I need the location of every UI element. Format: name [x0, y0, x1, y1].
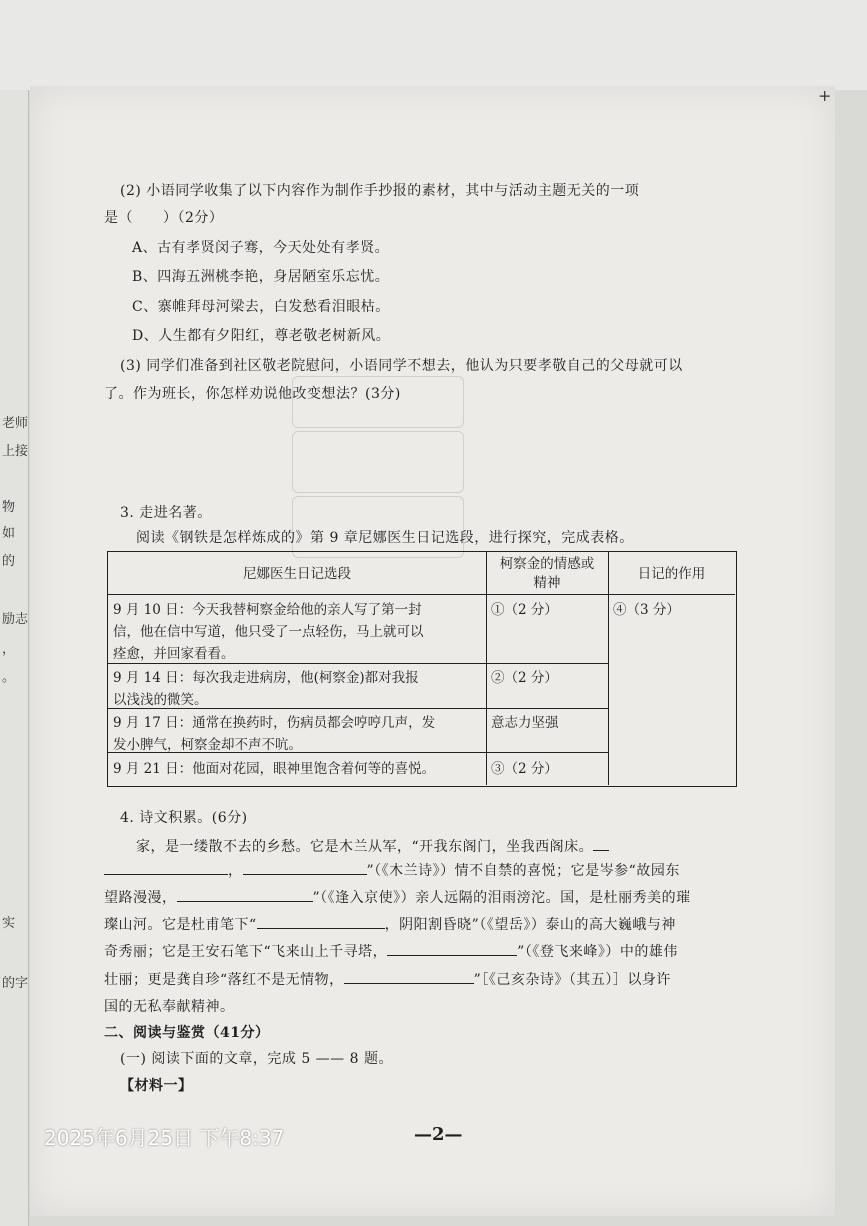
- q2-option-d: D、人生都有夕阳红，尊老敬老树新风。: [132, 328, 391, 344]
- table-header-excerpt: 尼娜医生日记选段: [243, 566, 351, 582]
- answer-blank-4[interactable]: ④（3 分）: [613, 602, 680, 618]
- poem-line-6: 壮丽；更是龚自珍“落红不是无情物， ”［《己亥杂诗》（其五）］以身许: [104, 969, 671, 989]
- poem-line-7: 国的无私奉献精神。: [104, 999, 235, 1015]
- q2-option-b: B、四海五洲桃李艳，身居陋室乐忘忧。: [132, 269, 390, 285]
- q2-stem-end: ）（2分）: [163, 210, 224, 226]
- fill-blank[interactable]: [243, 860, 367, 875]
- q2-stem-line2: [104, 207, 223, 227]
- fill-blank[interactable]: [104, 860, 228, 875]
- section3-intro: 阅读《钢铁是怎样炼成的》第 9 章尼娜医生日记选段，进行探究，完成表格。: [136, 530, 634, 546]
- table-row: 9 月 21 日：他面对花园，眼神里饱含着何等的喜悦。: [113, 761, 436, 777]
- photo-timestamp: 2025年6月25日 下午8:37: [44, 1126, 285, 1150]
- margin-text: 如: [2, 526, 16, 541]
- margin-text: 实: [2, 916, 16, 931]
- fill-blank[interactable]: [387, 941, 517, 956]
- poem-line-3: 望路漫漫， ”（《逢入京使》）亲人远隔的泪雨滂沱。国，是杜丽秀美的璀: [104, 887, 691, 907]
- fill-blank[interactable]: [593, 836, 609, 851]
- poem-line-5: 奇秀丽；它是王安石笔下“飞来山上千寻塔， ”（《登飞来峰》）中的雄伟: [104, 941, 678, 961]
- fill-blank[interactable]: [344, 969, 474, 984]
- material-label: 【材料一】: [120, 1078, 193, 1094]
- poem-line-4: 璨山河。它是杜甫笔下“ ，阴阳割昏晓”（《望岳》）泰山的高大巍峨与神: [104, 914, 676, 934]
- margin-text: 物: [2, 500, 16, 515]
- fill-blank[interactable]: [257, 914, 385, 929]
- previous-page-edge: [0, 90, 29, 1226]
- margin-text: 的字: [2, 976, 29, 991]
- page-number: —2—: [414, 1124, 463, 1145]
- table-header-emotion: 柯察金的情感或 精神: [499, 556, 595, 591]
- table-row: 9 月 17 日：通常在换药时，伤病员都会哼哼几声，发 发小脾气，柯察金却不声不吭。: [113, 715, 436, 753]
- q2-stem-line1: (2) 小语同学收集了以下内容作为制作手抄报的素材，其中与活动主题无关的一项: [120, 183, 640, 199]
- answer-blank-2[interactable]: ②（2 分）: [491, 670, 558, 686]
- table-header-function: 日记的作用: [637, 566, 706, 582]
- margin-text: 励志: [2, 612, 29, 627]
- section4-title: 4. 诗文积累。(6分): [120, 810, 248, 826]
- answer-blank-1[interactable]: ①（2 分）: [491, 602, 558, 618]
- poem-line-1: 家，是一缕散不去的乡愁。它是木兰从军，“开我东阁门，坐我西阁床。: [136, 836, 609, 856]
- table-row: 9 月 10 日：今天我替柯察金给他的亲人写了第一封 信，他在信中写道，他只受了一点轻伤，马上就可以 痊愈，并回家看看。: [113, 602, 424, 662]
- poem-line-2: ， ”（《木兰诗》）情不自禁的喜悦；它是岑参“故园东: [104, 860, 680, 880]
- q3-line2: 了。作为班长，你怎样劝说他改变想法？(3分): [104, 386, 401, 402]
- q2-option-c: C、寨帷拜母河梁去，白发愁看泪眼枯。: [132, 299, 390, 315]
- part2-title: 二、阅读与鉴赏（41分）: [104, 1025, 270, 1041]
- margin-text: 老师: [2, 416, 29, 431]
- photo-background-top: [0, 0, 867, 90]
- q3-line1: (3) 同学们准备到社区敬老院慰问，小语同学不想去，他认为只要孝敬自己的父母就可以: [120, 358, 683, 374]
- margin-text: 。: [2, 670, 16, 685]
- section3-title: 3. 走进名著。: [120, 505, 212, 521]
- margin-text: 的: [2, 554, 16, 569]
- table-cell-spirit: 意志力坚强: [491, 715, 559, 731]
- margin-text: 上接: [2, 444, 29, 459]
- q2-option-a: A、古有孝贤闵子骞，今天处处有孝贤。: [132, 240, 390, 256]
- part2-subtitle: (一) 阅读下面的文章，完成 5 —— 8 题。: [120, 1051, 393, 1067]
- answer-blank-3[interactable]: ③（2 分）: [491, 761, 558, 777]
- table-row: 9 月 14 日：每次我走进病房，他(柯察金)都对我报 以浅浅的微笑。: [113, 670, 419, 708]
- diary-table: [107, 551, 737, 787]
- margin-text: ，: [2, 642, 16, 657]
- crop-mark: +: [818, 86, 832, 105]
- fill-blank[interactable]: [177, 887, 313, 902]
- q2-stem-start: 是（: [104, 210, 133, 226]
- bleed-through-shape: [292, 431, 464, 493]
